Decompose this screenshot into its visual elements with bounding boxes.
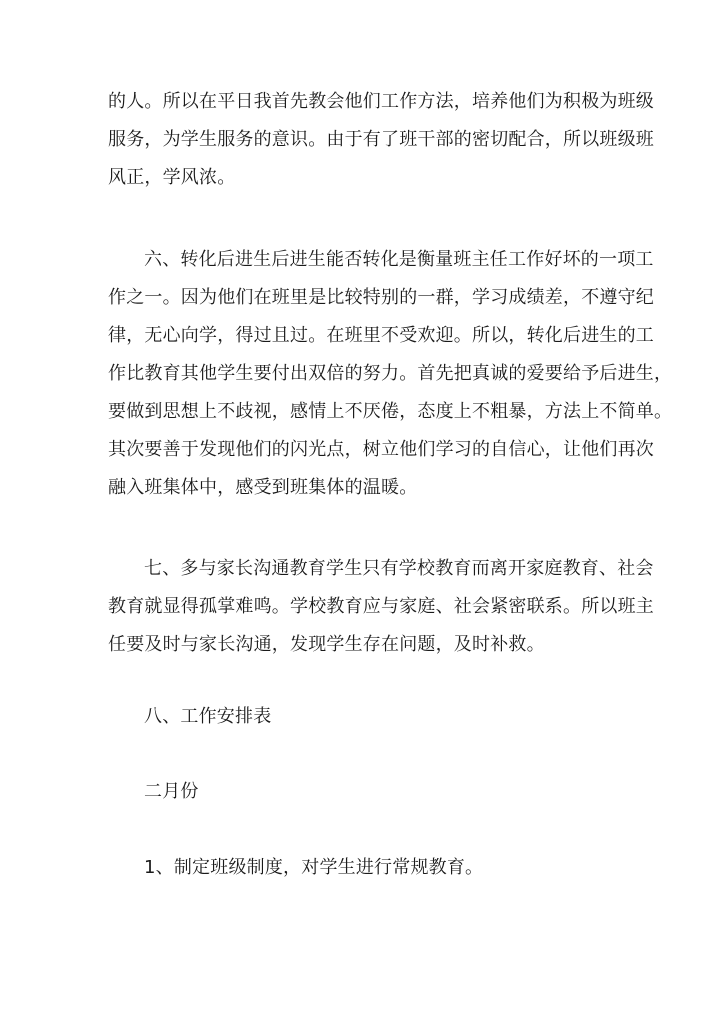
text-line: 八、工作安排表: [144, 706, 272, 727]
schedule-item: [108, 849, 618, 887]
paragraph-class-cadres: [108, 83, 654, 197]
text-line: 融入班集体中，感受到班集体的温暖。: [108, 477, 418, 498]
paragraph-section-6: [108, 241, 673, 507]
month-heading: [108, 773, 618, 811]
text-line: 律，无心向学，得过且过。在班里不受欢迎。所以，转化后进生的工: [108, 325, 654, 346]
text-line: 服务，为学生服务的意识。由于有了班干部的密切配合，所以班级班: [108, 129, 654, 150]
text-line: 的人。所以在平日我首先教会他们工作方法，培养他们为积极为班级: [108, 91, 654, 112]
text-line: 作之一。因为他们在班里是比较特别的一群，学习成绩差，不遵守纪: [108, 287, 654, 308]
section-heading-schedule: [108, 698, 618, 736]
text-line: 要做到思想上不歧视，感情上不厌倦，态度上不粗暴，方法上不简单。: [108, 401, 673, 422]
text-line: 任要及时与家长沟通，发现学生存在问题，及时补救。: [108, 634, 545, 655]
text-line: 六、转化后进生后进生能否转化是衡量班主任工作好坏的一项工: [144, 249, 654, 270]
text-line: 二月份: [144, 781, 199, 802]
paragraph-section-7: [108, 550, 654, 664]
text-line: 风正，学风浓。: [108, 167, 236, 188]
text-line: 1、制定班级制度，对学生进行常规教育。: [144, 857, 484, 878]
text-line: 教育就显得孤掌难鸣。学校教育应与家庭、社会紧密联系。所以班主: [108, 596, 654, 617]
text-line: 七、多与家长沟通教育学生只有学校教育而离开家庭教育、社会: [144, 558, 654, 579]
text-line: 作比教育其他学生要付出双倍的努力。首先把真诚的爱要给予后进生，: [108, 363, 673, 384]
text-line: 其次要善于发现他们的闪光点，树立他们学习的自信心，让他们再次: [108, 439, 654, 460]
